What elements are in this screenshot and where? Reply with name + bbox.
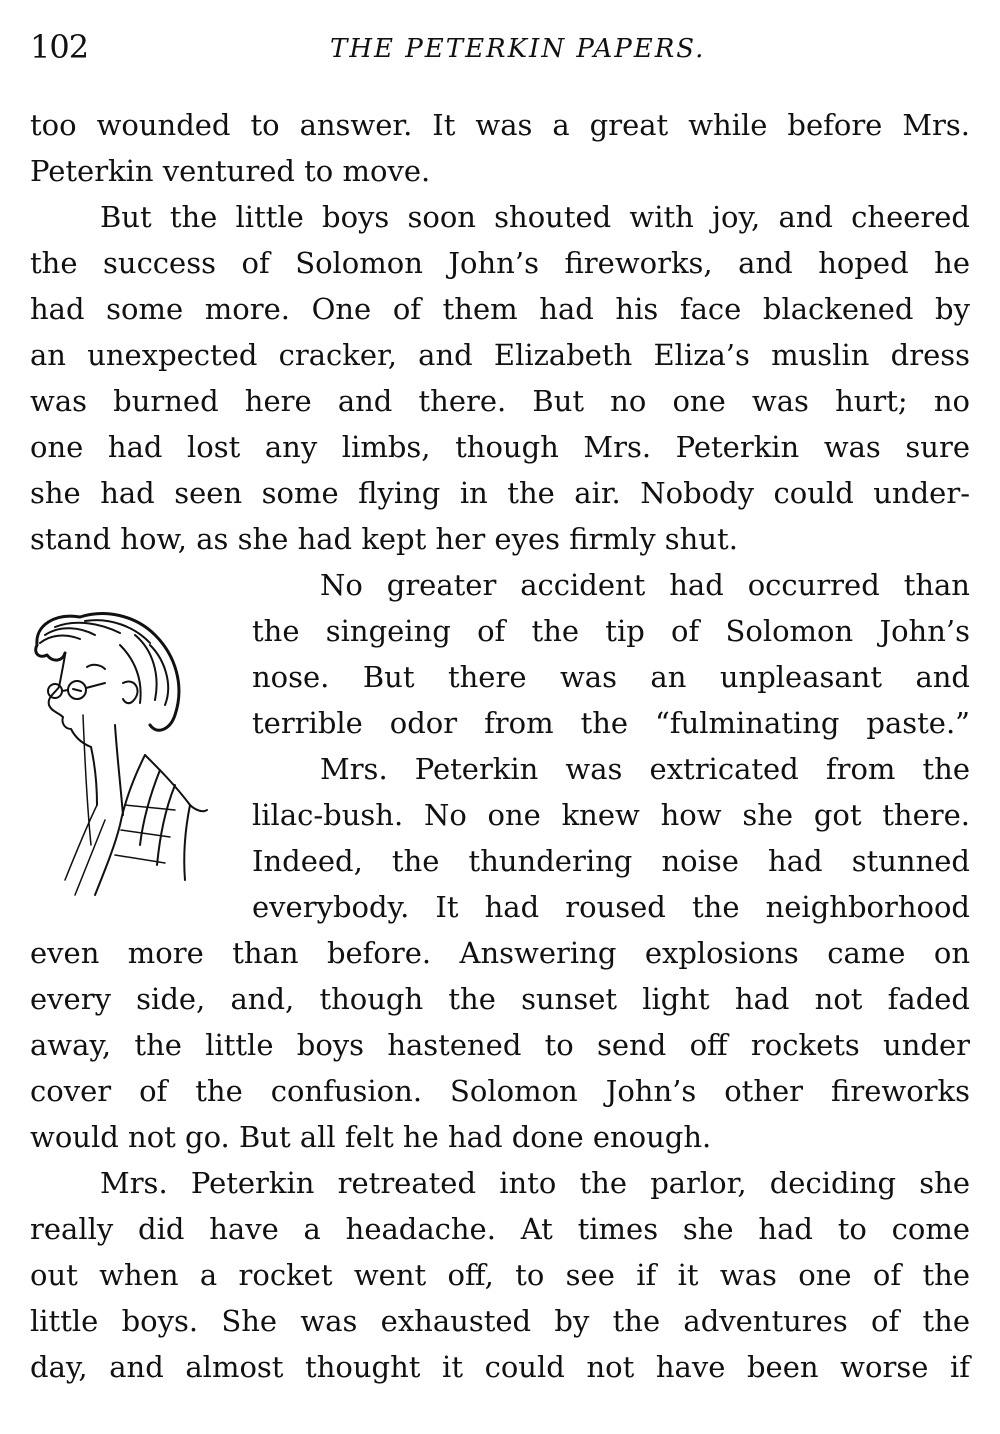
text-line: even more than before. Answering explosions came on bbox=[30, 936, 970, 970]
text-line: an unexpected cracker, and Elizabeth Eliza’s muslin dress bbox=[30, 338, 970, 372]
text-line: No greater accident had occurred than bbox=[320, 568, 970, 602]
text-line: really did have a headache. At times she had to come bbox=[30, 1212, 970, 1246]
text-line: everybody. It had roused the neighborhood bbox=[252, 890, 970, 924]
text-line: was burned here and there. But no one was hurt; no bbox=[30, 384, 970, 418]
text-line: stand how, as she had kept her eyes firmly shut. bbox=[30, 522, 738, 556]
text-line: she had seen some flying in the air. Nobody could under- bbox=[30, 476, 970, 510]
running-title: THE PETERKIN PAPERS. bbox=[330, 34, 706, 64]
text-line: Indeed, the thundering noise had stunned bbox=[252, 844, 970, 878]
text-line: had some more. One of them had his face blackened by bbox=[30, 292, 970, 326]
text-line: little boys. She was exhausted by the adventures of the bbox=[30, 1304, 970, 1338]
text-line: away, the little boys hastened to send off rockets under bbox=[30, 1028, 970, 1062]
text-line: Mrs. Peterkin retreated into the parlor, deciding she bbox=[100, 1166, 970, 1200]
text-line: the success of Solomon John’s fireworks, and hoped he bbox=[30, 246, 970, 280]
page-number: 102 bbox=[30, 28, 89, 66]
page-header bbox=[30, 22, 980, 72]
text-line: one had lost any limbs, though Mrs. Peterkin was sure bbox=[30, 430, 970, 464]
text-line: Peterkin ventured to move. bbox=[30, 154, 431, 188]
text-line: Mrs. Peterkin was extricated from the bbox=[320, 752, 970, 786]
text-line: every side, and, though the sunset light had not faded bbox=[30, 982, 970, 1016]
text-line: would not go. But all felt he had done enough. bbox=[30, 1120, 712, 1154]
text-line: nose. But there was an unpleasant and bbox=[252, 660, 970, 694]
illustration-solomon-john bbox=[25, 605, 225, 915]
text-line: But the little boys soon shouted with joy, and cheered bbox=[100, 200, 970, 234]
text-line: cover of the confusion. Solomon John’s other fireworks bbox=[30, 1074, 970, 1108]
text-line: the singeing of the tip of Solomon John’s bbox=[252, 614, 970, 648]
text-line: day, and almost thought it could not have been worse if bbox=[30, 1350, 970, 1384]
text-line: too wounded to answer. It was a great while before Mrs. bbox=[30, 108, 970, 142]
text-line: out when a rocket went off, to see if it was one of the bbox=[30, 1258, 970, 1292]
text-line: terrible odor from the “fulminating paste.” bbox=[252, 706, 970, 740]
text-line: lilac-bush. No one knew how she got there. bbox=[252, 798, 970, 832]
